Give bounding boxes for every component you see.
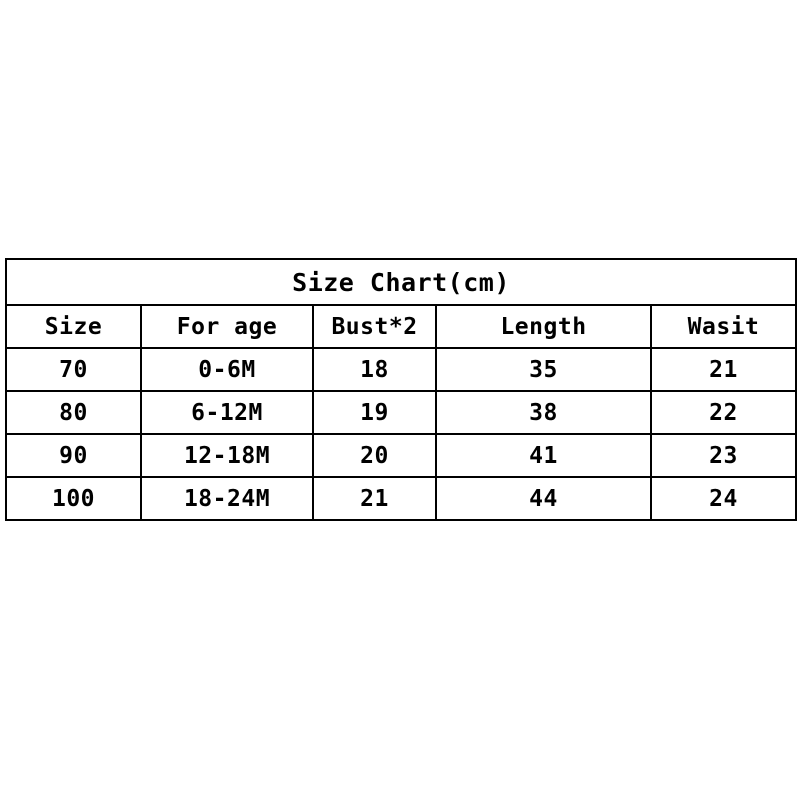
- cell-size: 70: [6, 348, 141, 391]
- column-header-length: Length: [436, 305, 651, 348]
- cell-bust: 21: [313, 477, 436, 520]
- cell-waist: 23: [651, 434, 796, 477]
- table-row: [6, 434, 796, 477]
- cell-bust: 18: [313, 348, 436, 391]
- cell-waist: 21: [651, 348, 796, 391]
- cell-bust: 20: [313, 434, 436, 477]
- table-row: [6, 348, 796, 391]
- cell-length: 41: [436, 434, 651, 477]
- cell-waist: 22: [651, 391, 796, 434]
- size-chart-container: [5, 258, 795, 521]
- cell-for-age: 18-24M: [141, 477, 313, 520]
- cell-length: 38: [436, 391, 651, 434]
- table-row: [6, 391, 796, 434]
- cell-size: 80: [6, 391, 141, 434]
- column-header-bust: Bust*2: [313, 305, 436, 348]
- column-header-waist: Wasit: [651, 305, 796, 348]
- cell-bust: 19: [313, 391, 436, 434]
- cell-length: 35: [436, 348, 651, 391]
- size-chart-table: [5, 258, 797, 521]
- column-header-for-age: For age: [141, 305, 313, 348]
- table-row: [6, 477, 796, 520]
- cell-for-age: 12-18M: [141, 434, 313, 477]
- cell-for-age: 0-6M: [141, 348, 313, 391]
- cell-for-age: 6-12M: [141, 391, 313, 434]
- cell-length: 44: [436, 477, 651, 520]
- cell-waist: 24: [651, 477, 796, 520]
- chart-title: Size Chart(cm): [6, 259, 796, 305]
- table-header-row: [6, 305, 796, 348]
- cell-size: 100: [6, 477, 141, 520]
- cell-size: 90: [6, 434, 141, 477]
- column-header-size: Size: [6, 305, 141, 348]
- table-title-row: [6, 259, 796, 305]
